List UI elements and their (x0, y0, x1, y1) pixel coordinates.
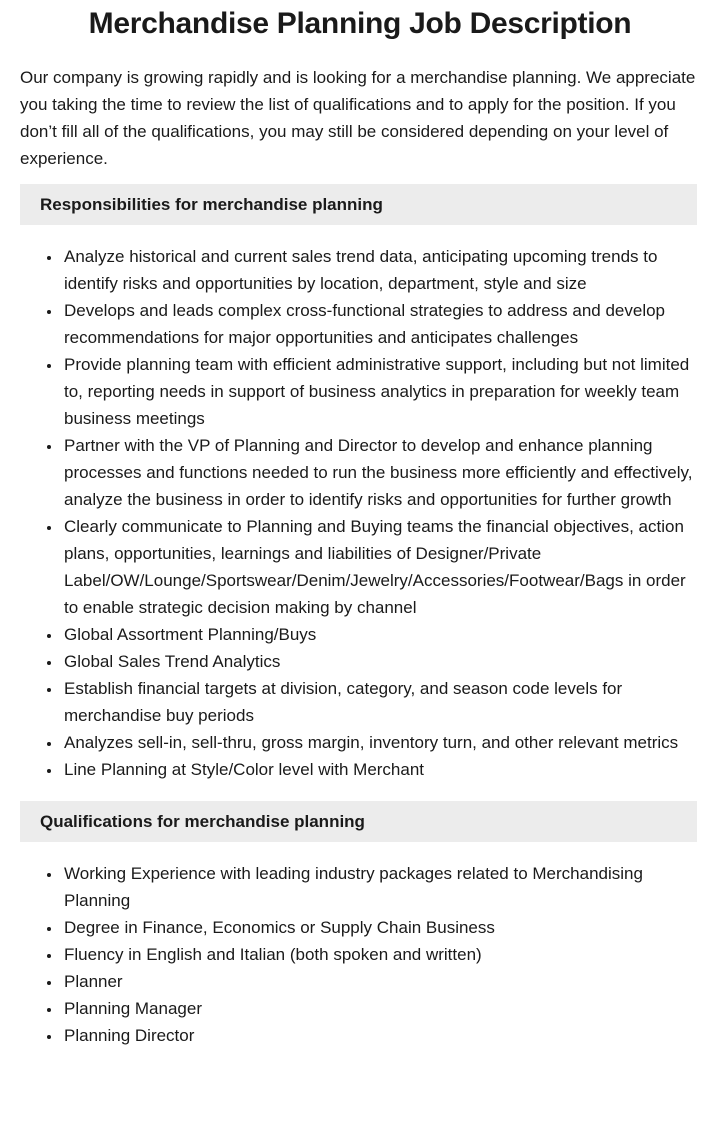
list-item: • Working Experience with leading industry packages related to Merchandising Planning (62, 860, 697, 914)
section-heading-text: Qualifications for merchandise planning (40, 811, 365, 831)
list-item: • Fluency in English and Italian (both spoken and written) (62, 941, 697, 968)
list-item: • Planner (62, 968, 697, 995)
list-item: • Global Sales Trend Analytics (62, 648, 697, 675)
intro-paragraph: Our company is growing rapidly and is looking for a merchandise planning. We appreciate you taking the time to review the list of qualifications and to apply for the position. If you don’t fill all of the qualifications, you may still be considered depending on your level of experience. (20, 68, 696, 168)
page-title: Merchandise Planning Job Description (88, 7, 632, 40)
list-item: • Clearly communicate to Planning and Buying teams the financial objectives, action plans, opportunities, learnings and liabilities of Designer/Private Label/OW/Lounge/Sportswear/Denim/Jewelry/Accessories/Footwear/Bags in order to enable strategic decision making by channel (62, 513, 697, 621)
section-heading-qualifications (20, 801, 697, 842)
list-item: • Develops and leads complex cross-functional strategies to address and develop recommendations for major opportunities and anticipates challenges (62, 297, 697, 351)
list-item: • Provide planning team with efficient administrative support, including but not limited to, reporting needs in support of business analytics in preparation for weekly team business meetings (62, 351, 697, 432)
list-item: • Degree in Finance, Economics or Supply Chain Business (62, 914, 697, 941)
list-item: • Global Assortment Planning/Buys (62, 621, 697, 648)
list-item: • Line Planning at Style/Color level with Merchant (62, 756, 697, 783)
list-item: • Planning Director (62, 1022, 697, 1049)
section-heading-responsibilities (20, 184, 697, 225)
list-item: • Analyzes sell-in, sell-thru, gross margin, inventory turn, and other relevant metrics (62, 729, 697, 756)
responsibilities-list (20, 243, 697, 783)
list-item: • Partner with the VP of Planning and Director to develop and enhance planning processes and functions needed to run the business more efficiently and effectively, analyze the business in order to identify risks and opportunities for further growth (62, 432, 697, 513)
qualifications-list (20, 860, 697, 1049)
list-item: • Establish financial targets at division, category, and season code levels for merchandise buy periods (62, 675, 697, 729)
list-item: • Analyze historical and current sales trend data, anticipating upcoming trends to identify risks and opportunities by location, department, style and size (62, 243, 697, 297)
section-heading-text: Responsibilities for merchandise planning (40, 194, 383, 214)
list-item: • Planning Manager (62, 995, 697, 1022)
